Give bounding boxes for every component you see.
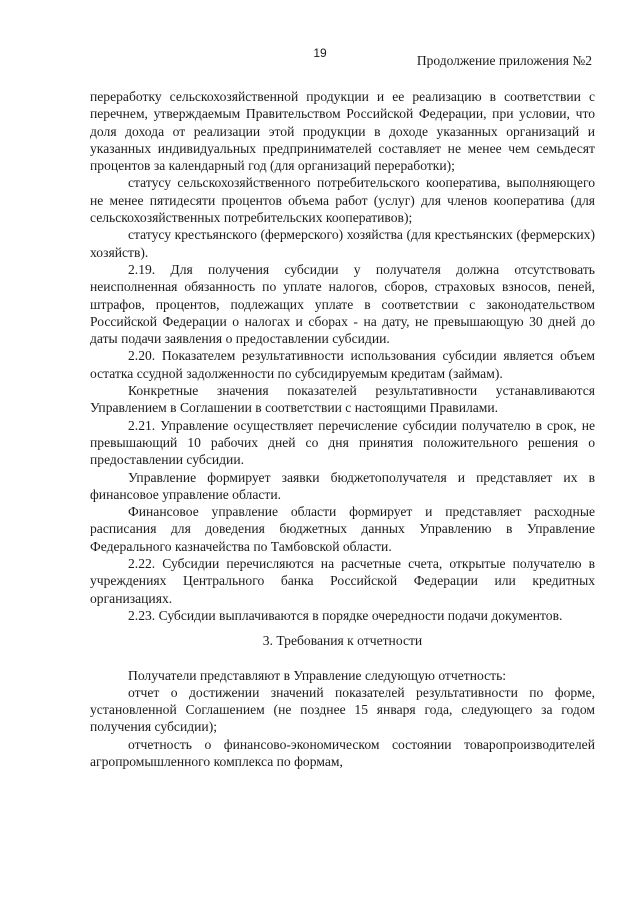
- paragraph: статусу крестьянского (фермерского) хозяйства (для крестьянских (фермерских) хозяйств).: [90, 227, 595, 260]
- paragraph: отчетность о финансово-экономическом состоянии товаропроизводителей агропромышленного комплекса по формам,: [90, 736, 595, 769]
- section-heading: 3. Требования к отчетности: [262, 633, 423, 649]
- paragraph: переработку сельскохозяйственной продукции и ее реализацию в соответствии с перечнем, утверждаемым Правительством Российской Федерации, при условии, что доля дохода от реализации этой продукции в доходе указанных организаций и указанных индивидуальных предпринимателей составляет не менее чем семьдесят процентов за календарный год (для организаций переработки);: [90, 89, 595, 174]
- paragraph: отчет о достижении значений показателей результативности по форме, установленной Соглашением (не позднее 15 января года, следующего за годом получения субсидии);: [90, 684, 595, 735]
- paragraph: статусу сельскохозяйственного потребительского кооператива, выполняющего не менее пятидесяти процентов объема работ (услуг) для членов кооператива (для сельскохозяйственных потребительских кооперативов);: [90, 175, 595, 226]
- paragraph: 2.21. Управление осуществляет перечисление субсидии получателю в срок, не превышающий 10 рабочих дней со дня принятия положительного решения о предоставлении субсидии.: [90, 417, 595, 468]
- paragraph: 2.22. Субсидии перечисляются на расчетные счета, открытые получателю в учреждениях Центрального банка Российской Федерации или кредитных организациях.: [90, 556, 595, 606]
- document-body: [90, 88, 595, 770]
- paragraph: Финансовое управление области формирует и представляет расходные расписания для доведения бюджетных данных Управлению в Управление Федерального казначейства по Тамбовской области.: [90, 504, 595, 554]
- paragraph: Управление формирует заявки бюджетополучателя и представляет их в финансовое управление области.: [90, 469, 595, 502]
- appendix-note: Продолжение приложения №2: [416, 53, 592, 68]
- paragraph: 2.20. Показателем результативности использования субсидии является объем остатка ссудной задолженности по субсидируемым кредитам (займам).: [90, 348, 595, 381]
- paragraphs-before: [90, 88, 595, 624]
- paragraph: Конкретные значения показателей результативности устанавливаются Управлением в Соглашении в соответствии с настоящими Правилами.: [90, 383, 595, 416]
- paragraph: 2.23. Субсидии выплачиваются в порядке очередности подачи документов.: [128, 607, 563, 623]
- paragraph: Получатели представляют в Управление следующую отчетность:: [128, 667, 507, 683]
- page-number: 19: [313, 46, 327, 60]
- paragraph: 2.19. Для получения субсидии у получателя должна отсутствовать неисполненная обязанность по уплате налогов, сборов, страховых взносов, пеней, штрафов, процентов, подлежащих уплате в соответствии с законодательством Российской Федерации о налогах и сборах - на дату, не превышающую 30 дней до даты подачи заявления о предоставлении субсидии.: [90, 261, 595, 347]
- paragraphs-after: [90, 667, 595, 771]
